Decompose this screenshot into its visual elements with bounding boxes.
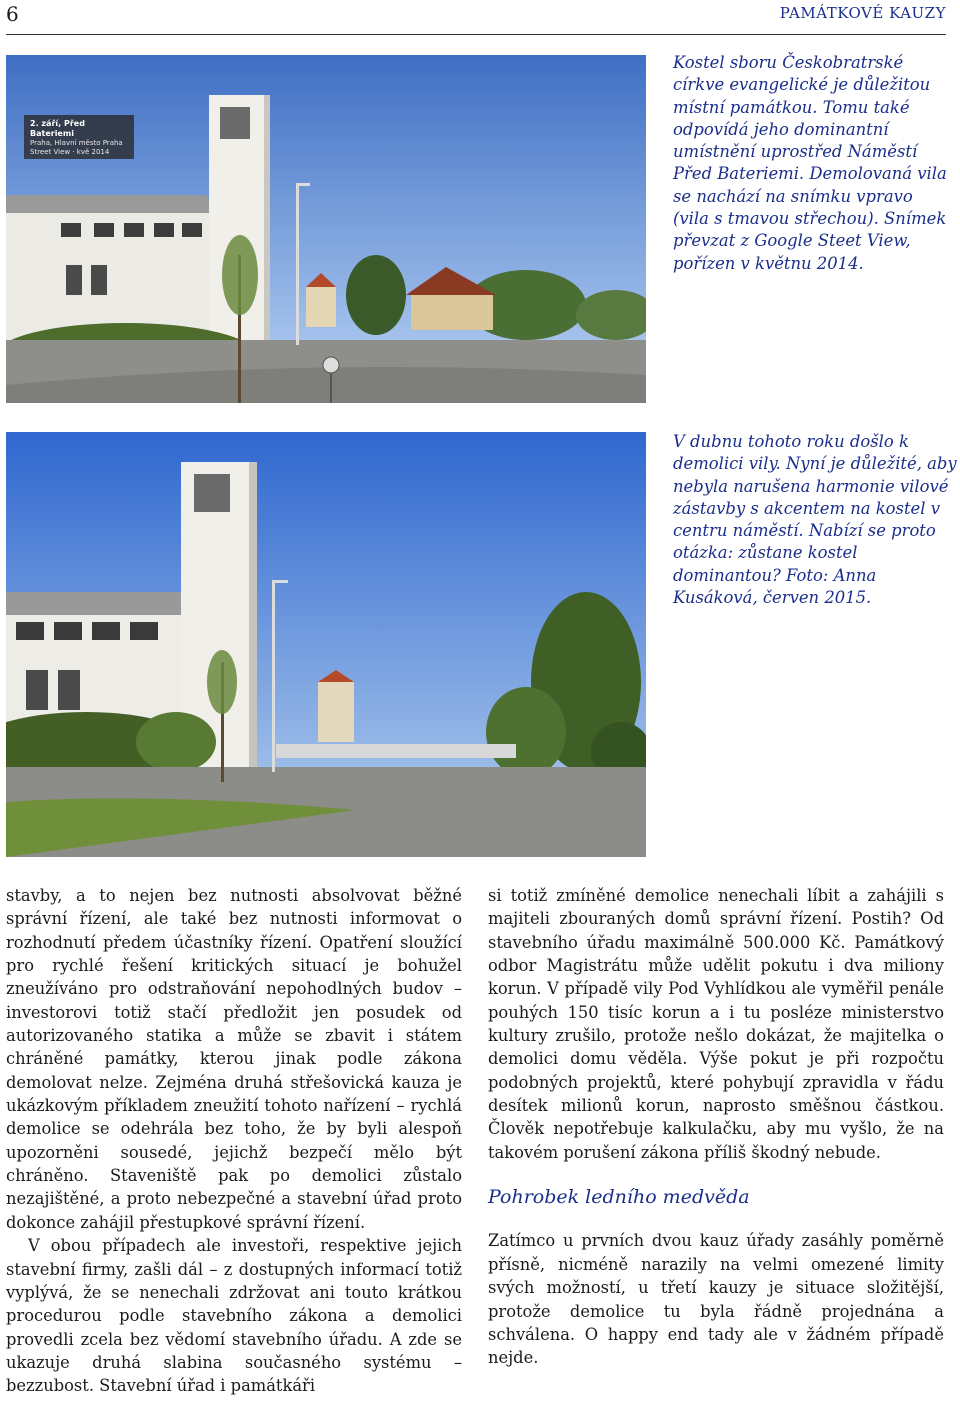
right-paragraph-2: Zatímco u prvních dvou kauz úřady zasáhly poměrně přísně, nicméně narazily na velmi omezené limity svých možností, u třetí kauzy je situace složitější, protože demolice tu byla řádně projednána a schválena. O happy end tady ale v žádném případě nejde.: [488, 1231, 944, 1368]
left-column: [6, 884, 462, 1398]
streetview-meta: Street View · kvě 2014: [30, 148, 110, 156]
caption-bottom: V dubnu tohoto roku došlo k demolici vily. Nyní je důležité, aby nebyla narušena harmonie vilové zástavby s akcentem na kostel v centru náměstí. Nabízí se proto otázka: zůstane kostel dominantou? Foto: Anna Kusáková, červen 2015.: [673, 432, 957, 608]
church-photo-2015: [6, 432, 646, 857]
left-paragraph-1: stavby, a to nejen bez nutnosti absolvovat běžné správní řízení, ale také bez nutnosti informovat o rozhodnutí předem účastníky řízení. Opatření sloužící pro rychlé řešení kritických situací je bohužel zneužíváno pro odstraňování nepohodlných budov – investorovi totiž stačí předložit jen posudek od autorizovaného statika a může se zbavit i státem chráněné památky, kterou jinak podle zákona demolovat nelze. Zejména druhá střešovická kauza je ukázkovým příkladem zneužití tohoto nařízení – rychlá demolice se odehrála bez toho, že by byli alespoň upozorněni sousedé, jejichž bezpečí mělo být chráněno. Staveniště pak po demolici zůstalo nezajištěné, a proto nebezpečné a stavební úřad proto dokonce zahájil přestupkové správní řízení.: [6, 886, 462, 1232]
church-photo-2014: [6, 55, 646, 403]
caption-top: Kostel sboru Českobratrské církve evangelické je důležitou místní památkou. Tomu také odpovídá jeho dominantní umístnění uprostřed Náměstí Před Bateriemi. Demolovaná vila se nachází na snímku vpravo (vila s tmavou střechou). Snímek převzat z Google Steet View, pořízen v květnu 2014.: [673, 53, 947, 273]
streetview-place: 2. září, Před Bateriemi: [30, 119, 85, 138]
right-column: [488, 884, 944, 1370]
header-rule: [6, 34, 946, 35]
left-paragraph-2: V obou případech ale investoři, respektive jejich stavební firmy, zašli dál – z dostupných informací totiž vyplývá, že se nenechali zdržovat ani touto krátkou procedurou podle stavebního zákona a demolici provedli zcela bez vědomí stavebního úřadu. A zde se ukazuje druhá slabina současného systému – bezzubost. Stavební úřad i památkáři: [6, 1236, 462, 1396]
right-paragraph-1: si totiž zmíněné demolice nenechali líbit a zahájili s majiteli zbouraných domů správní řízení. Postih? Od stavebního úřadu maximálně 500.000 Kč. Památkový odbor Magistrátu může udělit pokutu i dva miliony korun. V případě vily Pod Vyhlídkou ale vyměřil penále pouhých 150 tisíc korun a i tu posléze ministerstvo kultury zrušilo, protože nešlo dokázat, že majitelka o demolici domu věděla. Výše pokut je při rozpočtu podobných projektů, které pohybují zpravidla v řádu desítek milionů korun, naprosto směšnou částkou. Člověk nepotřebuje kalkulačku, aby mu vyšlo, že na takovém porušení zákona příliš škodný nebude.: [488, 886, 944, 1162]
section-heading: Pohrobek ledního medvěda: [488, 1186, 750, 1209]
streetview-overlay: [24, 115, 134, 159]
streetview-location: Praha, Hlavní město Praha: [30, 139, 123, 147]
page-number: 6: [6, 2, 19, 26]
section-title: PAMÁTKOVÉ KAUZY: [779, 4, 946, 22]
